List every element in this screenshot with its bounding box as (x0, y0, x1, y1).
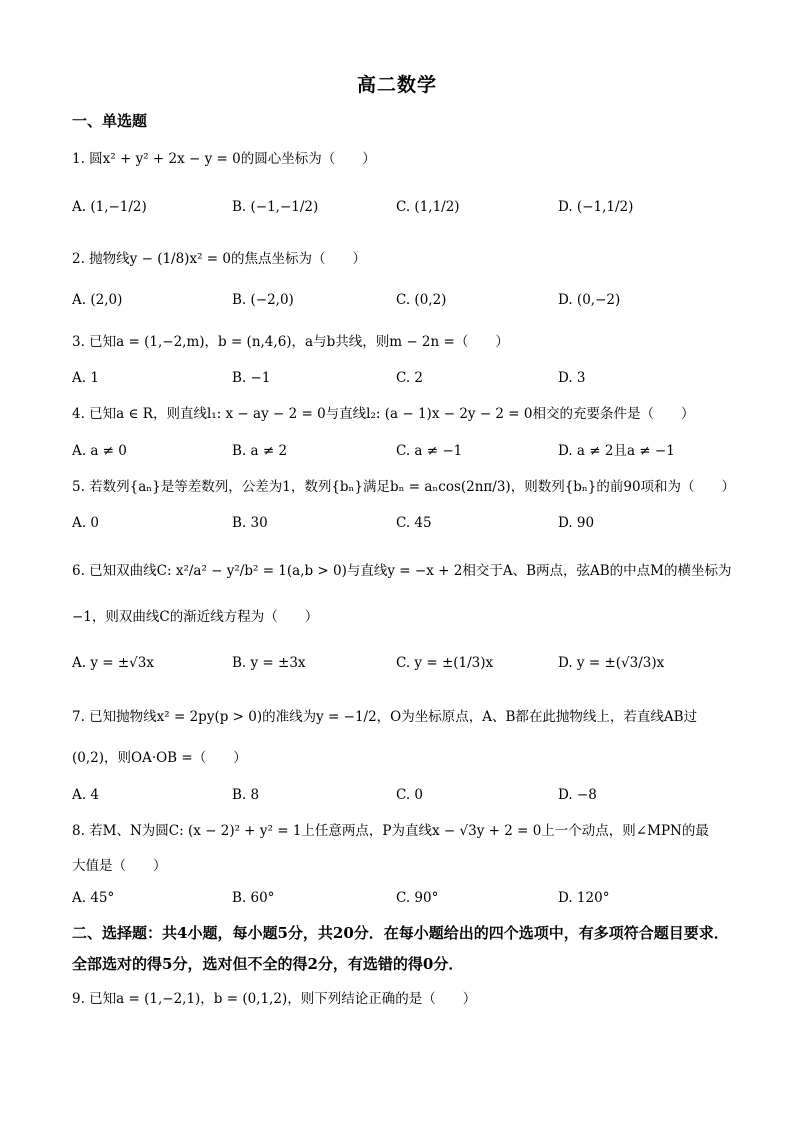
q7-option-a: A. 4 (72, 787, 99, 803)
q4-option-b: B. a ≠ 2 (232, 443, 288, 459)
question-4-stem: 4. 已知a ∈ R，则直线l₁: x − ay − 2 = 0与直线l₂: (a − 1)x − 2y − 2 = 0相交的充要条件是（ ） (72, 406, 695, 422)
q4-option-d: D. a ≠ 2且a ≠ −1 (558, 443, 675, 459)
q7-option-d: D. −8 (558, 787, 597, 803)
q3-option-a: A. 1 (72, 370, 99, 386)
q5-option-b: B. 30 (232, 515, 268, 531)
q6-option-d: D. y = ±(√3/3)x (558, 655, 665, 671)
q6-option-b: B. y = ±3x (232, 655, 306, 671)
q3-option-c: C. 2 (396, 370, 424, 386)
q1-option-b: B. (−1,−1/2) (232, 199, 319, 215)
page-title: 高二数学 (356, 74, 437, 96)
q2-option-b: B. (−2,0) (232, 292, 294, 308)
question-3-stem: 3. 已知a = (1,−2,m)，b = (n,4,6)，a与b共线，则m − 2n =（ ） (72, 334, 509, 350)
q8-option-a: A. 45° (72, 890, 115, 906)
question-5-stem: 5. 若数列{aₙ}是等差数列，公差为1，数列{bₙ}满足bₙ = aₙcos(2nπ/3)，则数列{bₙ}的前90项和为（ ） (72, 479, 736, 495)
q6-option-a: A. y = ±√3x (72, 655, 154, 671)
q4-option-c: C. a ≠ −1 (396, 443, 463, 459)
question-6-stem-line-2: −1，则双曲线C的渐近线方程为（ ） (72, 609, 319, 625)
q5-option-d: D. 90 (558, 515, 595, 531)
q2-option-d: D. (0,−2) (558, 292, 621, 308)
q8-option-d: D. 120° (558, 890, 610, 906)
section-heading-multiple-choice: 二、选择题：共4小题，每小题5分，共20分．在每小题给出的四个选项中，有多项符合题目要求．全部选对的得5分，选对但不全的得2分，有选错的得0分． (72, 924, 729, 973)
section-heading-single-choice: 一、单选题 (72, 112, 148, 130)
q1-option-d: D. (−1,1/2) (558, 199, 634, 215)
question-9-stem: 9. 已知a = (1,−2,1)，b = (0,1,2)，则下列结论正确的是（ ） (72, 991, 477, 1007)
q3-option-d: D. 3 (558, 370, 586, 386)
question-8-stem-line-1: 8. 若M、N为圆C: (x − 2)² + y² = 1上任意两点，P为直线x − √3y + 2 = 0上一个动点，则∠MPN的最 (72, 823, 709, 839)
q1-option-c: C. (1,1/2) (396, 199, 460, 215)
question-7-stem-line-2: (0,2)，则OA·OB =（ ） (72, 750, 247, 766)
q1-option-a: A. (1,−1/2) (72, 199, 147, 215)
question-1-stem: 1. 圆x² + y² + 2x − y = 0的圆心坐标为（ ） (72, 151, 376, 167)
question-7-stem-line-1: 7. 已知抛物线x² = 2py(p > 0)的准线为y = −1/2，O为坐标原点，A、B都在此抛物线上，若直线AB过 (72, 709, 698, 725)
q8-option-c: C. 90° (396, 890, 439, 906)
q7-option-c: C. 0 (396, 787, 424, 803)
q7-option-b: B. 8 (232, 787, 260, 803)
q5-option-c: C. 45 (396, 515, 432, 531)
question-2-stem: 2. 抛物线y − (1/8)x² = 0的焦点坐标为（ ） (72, 251, 366, 267)
q4-option-a: A. a ≠ 0 (72, 443, 127, 459)
q8-option-b: B. 60° (232, 890, 275, 906)
q5-option-a: A. 0 (72, 515, 99, 531)
q2-option-a: A. (2,0) (72, 292, 123, 308)
q2-option-c: C. (0,2) (396, 292, 447, 308)
question-8-stem-line-2: 大值是（ ） (72, 858, 167, 874)
q3-option-b: B. −1 (232, 370, 271, 386)
q6-option-c: C. y = ±(1/3)x (396, 655, 494, 671)
question-6-stem-line-1: 6. 已知双曲线C: x²/a² − y²/b² = 1(a,b > 0)与直线y = −x + 2相交于A、B两点，弦AB的中点M的横坐标为 (72, 563, 732, 579)
